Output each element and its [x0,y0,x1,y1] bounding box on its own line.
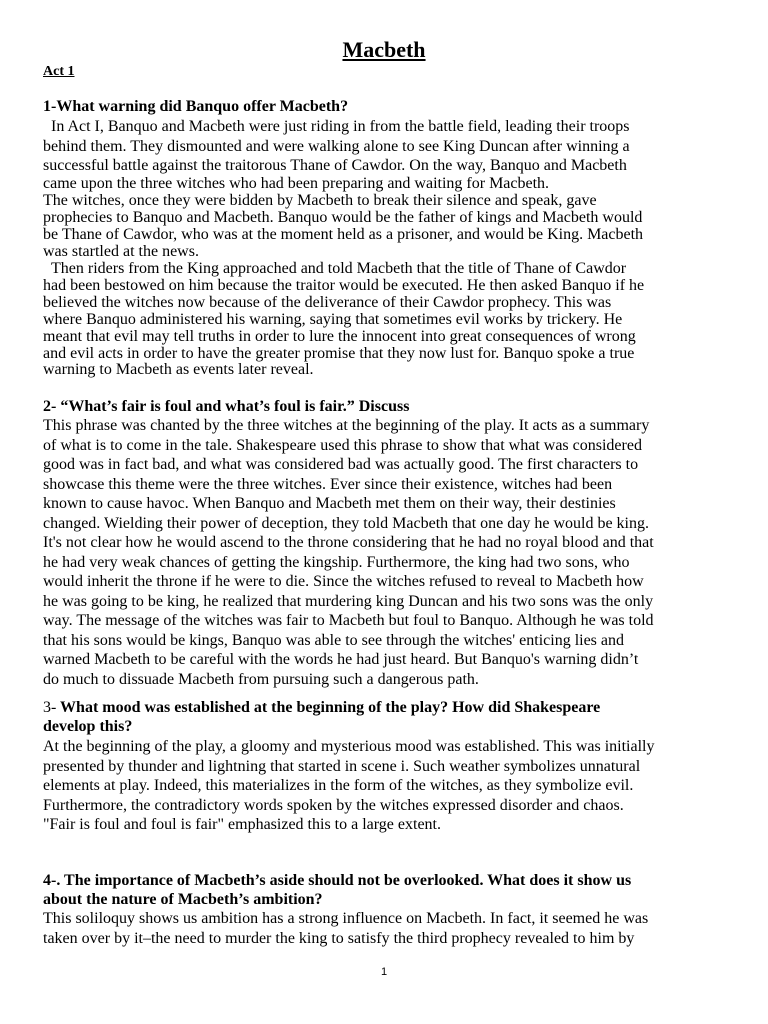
answer-2 [43,416,733,689]
answer-line: of what is to come in the tale. Shakespeare used this phrase to show that what was considered [43,436,642,454]
answer-line: It's not clear how he would ascend to the throne considering that he had no royal blood and that [43,534,654,551]
answer-line: good was in fact bad, and what was considered bad was actually good. The first characters to [43,456,639,473]
answer-line: In Act I, Banquo and Macbeth were just riding in from the battle field, leading their troops [51,118,630,135]
answer-line: known to cause havoc. When Banquo and Macbeth met them on their way, their destinies [43,495,616,512]
act-label: Act 1 [43,64,75,79]
question-2-heading: 2- “What’s fair is foul and what’s foul is fair.” Discuss [43,398,410,415]
answer-line: At the beginning of the play, a gloomy and mysterious mood was established. This was initially [43,738,655,755]
question-1-heading: 1-What warning did Banquo offer Macbeth? [43,98,349,115]
answer-line: came upon the three witches who had been preparing and waiting for Macbeth. [43,174,550,192]
answer-line: The witches, once they were bidden by Macbeth to break their silence and speak, gave [43,192,597,209]
answer-1-part-2 [43,193,733,261]
answer-line: This phrase was chanted by the three witches at the beginning of the play. It acts as a summary [43,417,650,434]
answer-line: Then riders from the King approached and told Macbeth that the title of Thane of Cawdor [51,260,627,277]
answer-line: prophecies to Banquo and Macbeth. Banquo would be the father of kings and Macbeth would [43,208,643,226]
answer-line: he had very weak chances of getting the kingship. Furthermore, the king had two sons, who [43,553,630,571]
answer-line: be Thane of Cawdor, who was at the moment held as a prisoner, and would be King. Macbeth [43,225,644,243]
answer-line: he was going to be king, he realized that murdering king Duncan and his two sons was the only [43,592,654,610]
answer-line: This soliloquy shows us ambition has a strong influence on Macbeth. In fact, it seemed he was [43,910,649,927]
answer-1-part-1 [43,117,733,192]
answer-4 [43,909,733,948]
answer-line: behind them. They dismounted and were walking alone to see King Duncan after winning a [43,137,630,155]
page-number: 1 [380,966,388,978]
answer-line: had been bestowed on him because the traitor would be executed. He then asked Banquo if he [43,276,645,294]
question-3-number: 3- [43,699,57,716]
answer-line: was startled at the news. [43,242,199,260]
answer-1-part-3 [43,261,733,379]
answer-line: successful battle against the traitorous Thane of Cawdor. On the way, Banquo and Macbeth [43,157,627,174]
answer-line: elements at play. Indeed, this materializes in the form of the witches, as they symbolize evil. [43,777,634,794]
answer-line: that his sons would be kings, Banquo was able to see through the witches' enticing lies and [43,631,625,649]
answer-line: do much to dissuade Macbeth from pursuing such a dangerous path. [43,670,479,688]
answer-line: warned Macbeth to be careful with the words he had just heard. But Banquo's warning didn’t [43,651,639,668]
answer-line: presented by thunder and lightning that started in scene i. Such weather symbolizes unnatural [43,757,641,775]
answer-line: believed the witches now because of the deliverance of their Cawdor prophecy. This was [43,293,612,311]
answer-line: showcase this theme were the three witches. Ever since their existence, witches had been [43,475,613,493]
answer-3 [43,737,733,835]
answer-line: and evil acts in order to have the greater promise that they now lust for. Banquo spoke a true [43,344,635,362]
answer-line: "Fair is foul and foul is fair" emphasized this to a large extent. [43,816,441,833]
answer-line: Furthermore, the contradictory words spoken by the witches expressed disorder and chaos. [43,796,624,814]
answer-line: changed. Wielding their power of deception, they told Macbeth that one day he would be king. [43,514,649,532]
document-title: Macbeth [342,37,426,62]
answer-line: taken over by it–the need to murder the king to satisfy the third prophecy revealed to him by [43,929,635,947]
answer-line: way. The message of the witches was fair to Macbeth but foul to Banquo. Although he was told [43,612,654,629]
answer-line: where Banquo administered his warning, saying that sometimes evil works by trickery. He [43,310,623,328]
answer-line: meant that evil may tell truths in order to lure the innocent into great consequences of wrong [43,327,636,345]
question-4-heading: 4-. The importance of Macbeth’s aside should not be overlooked. What does it show us about the nature of Macbeth’s ambition? [43,872,632,908]
answer-line: warning to Macbeth as events later reveal. [43,361,314,379]
question-3-heading: 3- What mood was established at the beginning of the play? How did Shakespeare develop this? [43,699,601,735]
answer-line: would inherit the throne if he were to die. Since the witches refused to reveal to Macbeth how [43,573,644,590]
